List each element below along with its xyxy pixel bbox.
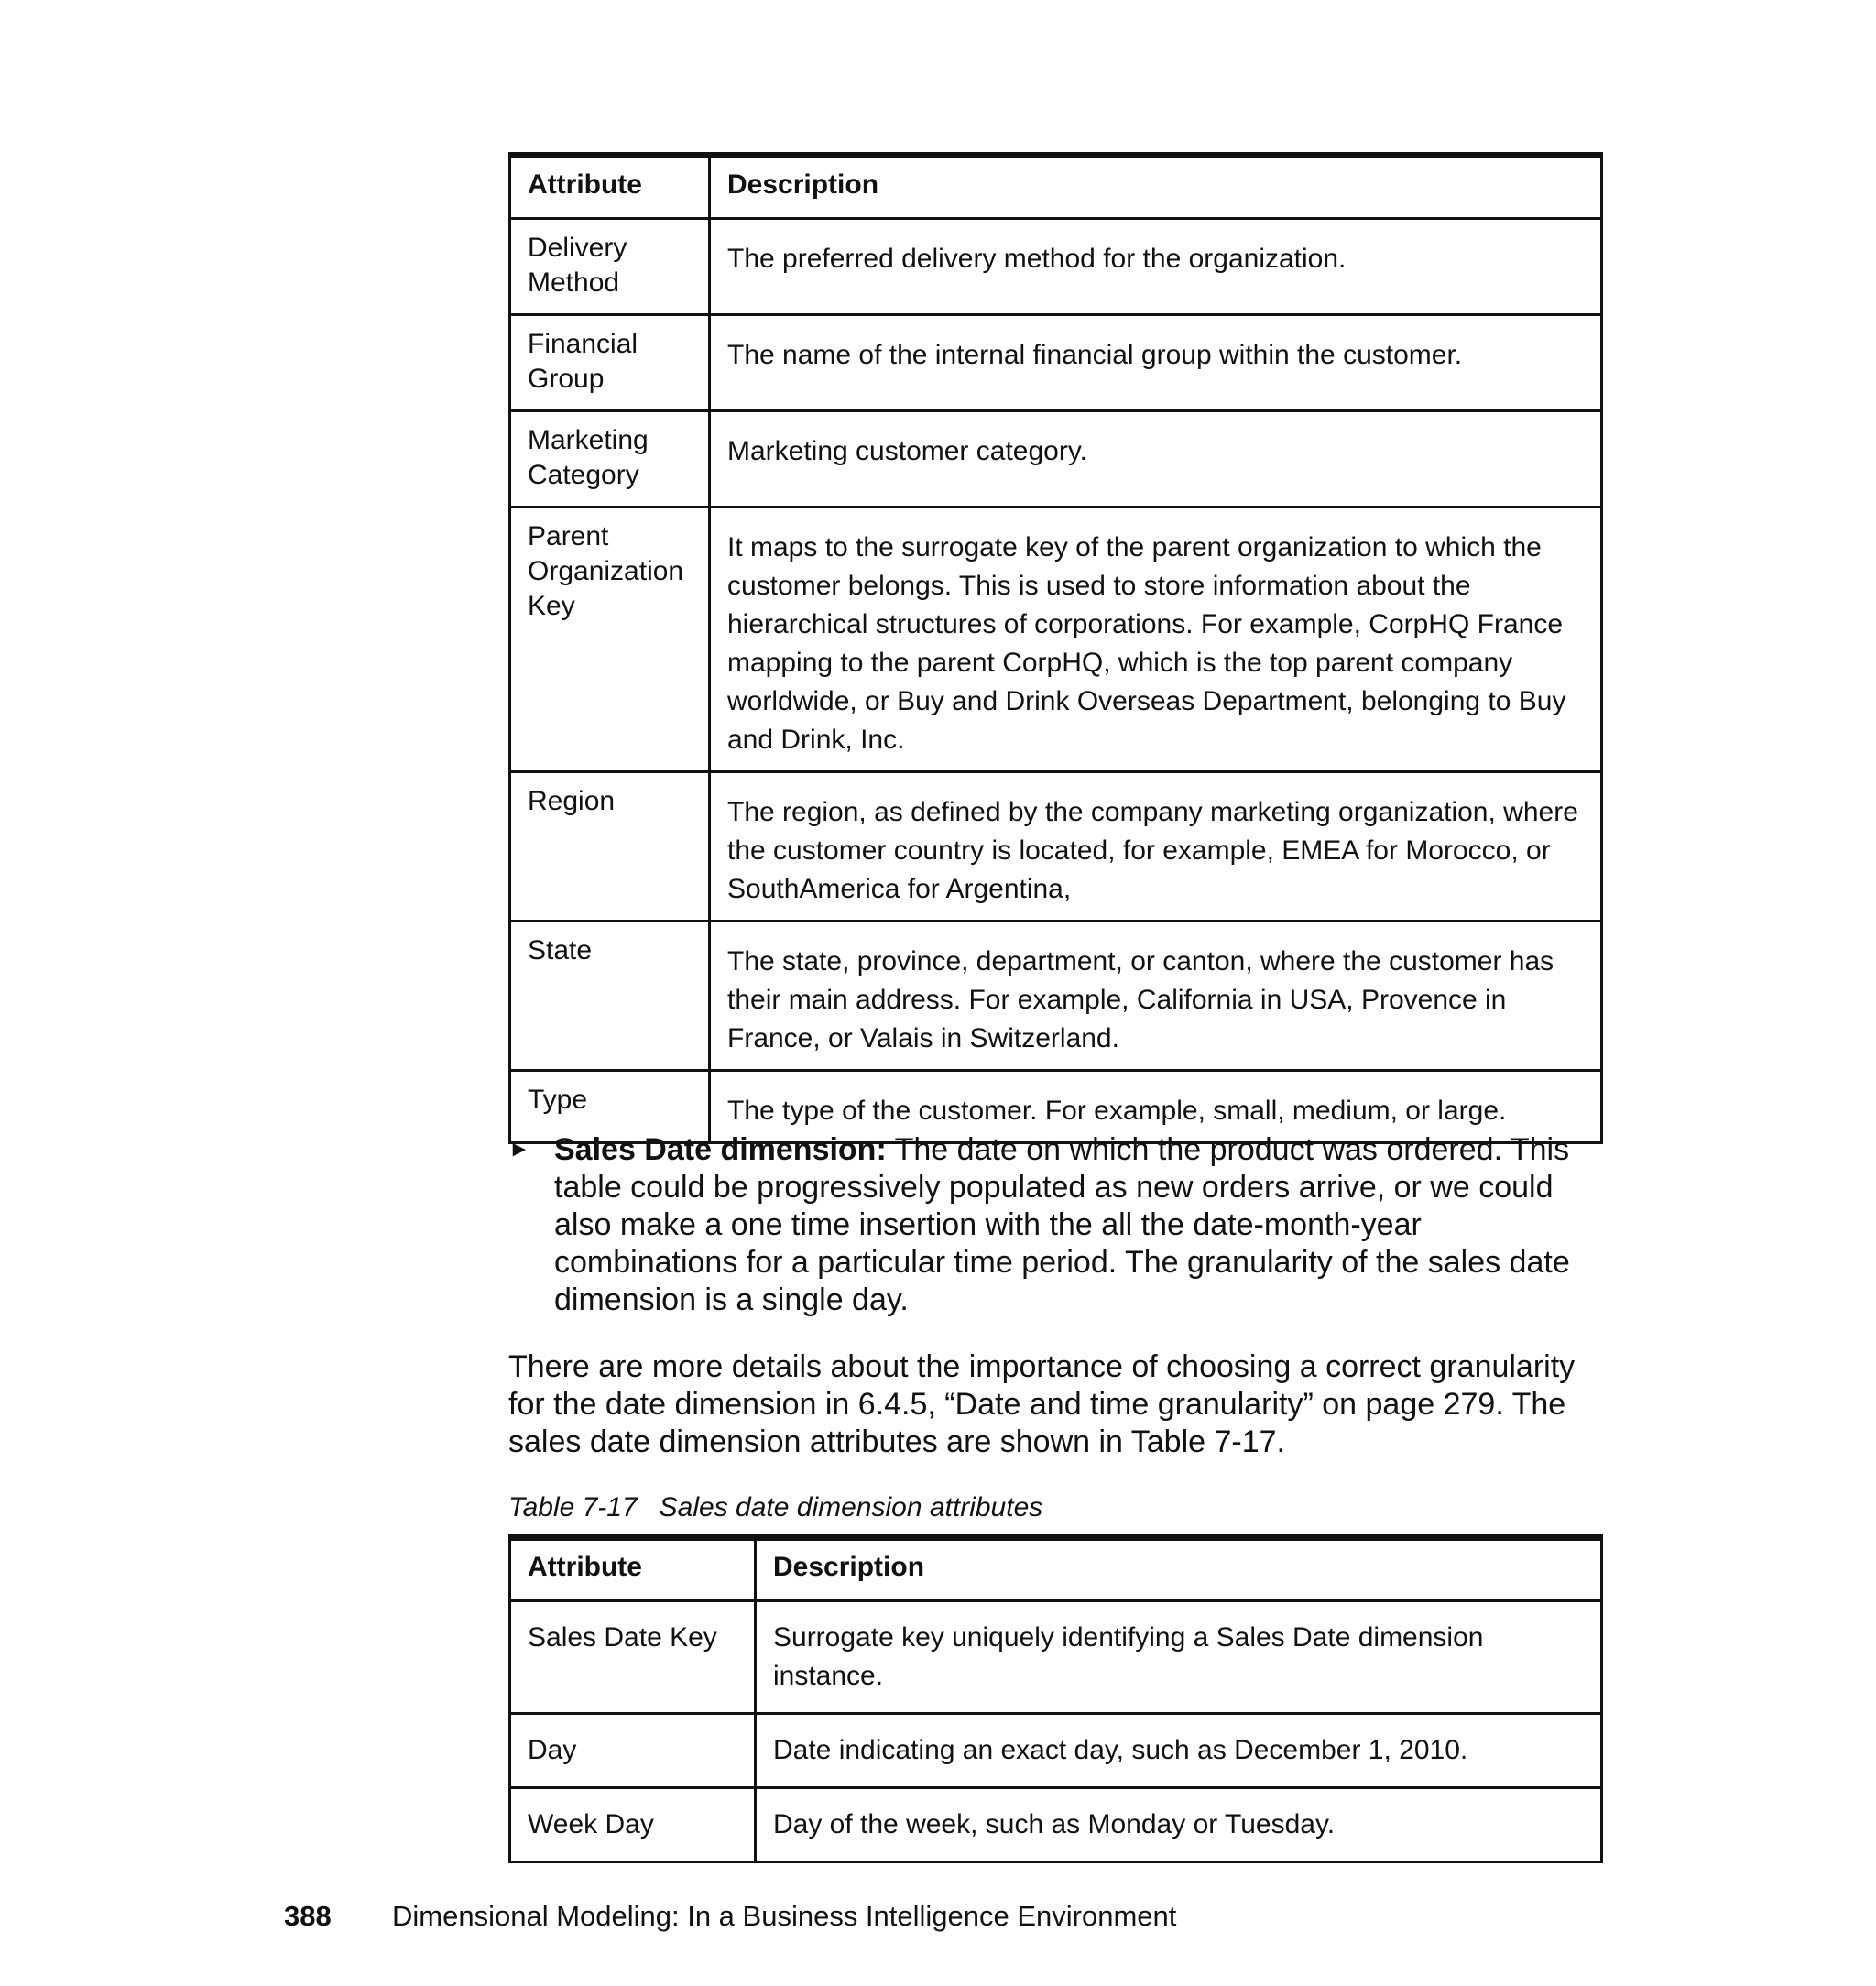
table-row bbox=[510, 772, 1602, 922]
bullet-arrow-icon: ► bbox=[508, 1137, 530, 1162]
description-cell: Date indicating an exact day, such as December 1, 2010. bbox=[756, 1714, 1602, 1788]
description-cell: The type of the customer. For example, small, medium, or large. bbox=[710, 1071, 1602, 1143]
description-cell: The region, as defined by the company marketing organization, where the customer country is located, for example, EMEA for Morocco, or SouthAmerica for Argentina, bbox=[710, 772, 1602, 922]
column-header-attribute: Attribute bbox=[510, 1538, 756, 1601]
description-cell: Marketing customer category. bbox=[710, 411, 1602, 507]
attribute-cell: Parent Organization Key bbox=[510, 507, 710, 772]
table-row bbox=[510, 1601, 1602, 1714]
attribute-cell: Type bbox=[510, 1071, 710, 1143]
attribute-cell: Week Day bbox=[510, 1788, 756, 1862]
attribute-cell: Delivery Method bbox=[510, 219, 710, 315]
page-footer bbox=[284, 1900, 1176, 1933]
book-title: Dimensional Modeling: In a Business Intelligence Environment bbox=[392, 1900, 1177, 1932]
description-cell: The state, province, department, or canton, where the customer has their main address. For example, California in USA, Provence in France, or Valais in Switzerland. bbox=[710, 922, 1602, 1071]
bullet-term: Sales Date dimension: bbox=[554, 1132, 887, 1167]
attribute-cell: Region bbox=[510, 772, 710, 922]
table-row bbox=[510, 1788, 1602, 1862]
column-header-attribute: Attribute bbox=[510, 156, 710, 219]
description-cell: The name of the internal financial group within the customer. bbox=[710, 315, 1602, 411]
caption-number: Table 7-17 bbox=[508, 1492, 638, 1522]
table-row bbox=[510, 315, 1602, 411]
table-caption bbox=[508, 1491, 1042, 1524]
customer-attributes-table bbox=[508, 152, 1603, 1144]
sales-date-attributes-table bbox=[508, 1534, 1603, 1863]
table-header-row bbox=[510, 1538, 1602, 1601]
description-cell: Surrogate key uniquely identifying a Sales Date dimension instance. bbox=[756, 1601, 1602, 1714]
table-row bbox=[510, 507, 1602, 772]
column-header-description: Description bbox=[710, 156, 1602, 219]
table-row bbox=[510, 1714, 1602, 1788]
attribute-cell: State bbox=[510, 922, 710, 1071]
attribute-cell: Sales Date Key bbox=[510, 1601, 756, 1714]
table-row bbox=[510, 219, 1602, 315]
body-paragraph: There are more details about the importance of choosing a correct granularity for the date dimension in 6.4.5, “Date and time granularity” on page 279. The sales date dimension attributes are shown in Table 7-17. bbox=[508, 1349, 1576, 1459]
bullet-text bbox=[554, 1131, 1612, 1319]
table-header-row bbox=[510, 156, 1602, 219]
attribute-cell: Financial Group bbox=[510, 315, 710, 411]
table-row bbox=[510, 922, 1602, 1071]
attribute-cell: Day bbox=[510, 1714, 756, 1788]
description-cell: Day of the week, such as Monday or Tuesday. bbox=[756, 1788, 1602, 1862]
bullet-body: The date on which the product was ordered. This table could be progressively populated as new orders arrive, or we could also make a one time insertion with the all the date-month-year combinations for a particular time period. The granularity of the sales date dimension is a single day. bbox=[554, 1132, 1570, 1317]
attribute-cell: Marketing Category bbox=[510, 411, 710, 507]
caption-title: Sales date dimension attributes bbox=[659, 1492, 1043, 1522]
column-header-description: Description bbox=[756, 1538, 1602, 1601]
description-cell: It maps to the surrogate key of the parent organization to which the customer belongs. This is used to store information about the hierarchical structures of corporations. For example, CorpHQ France mapping to the parent CorpHQ, which is the top parent company worldwide, or Buy and Drink Overseas Department, belonging to Buy and Drink, Inc. bbox=[710, 507, 1602, 772]
table-row bbox=[510, 411, 1602, 507]
page-number: 388 bbox=[284, 1900, 332, 1932]
description-cell: The preferred delivery method for the organization. bbox=[710, 219, 1602, 315]
